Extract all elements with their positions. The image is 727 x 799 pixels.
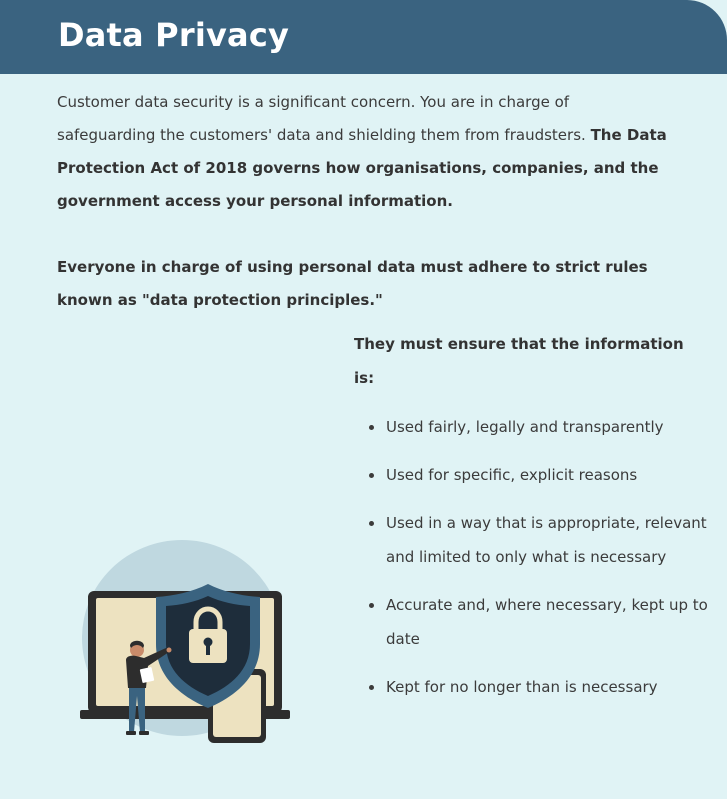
principles-list xyxy=(354,410,716,718)
page-header xyxy=(0,0,727,74)
page-title: Data Privacy xyxy=(58,16,290,54)
list-item: Used fairly, legally and transparently xyxy=(386,410,716,444)
ensure-heading: They must ensure that the information is: xyxy=(354,335,684,387)
security-illustration xyxy=(70,536,300,751)
intro-bold-text: The Data Protection Act of 2018 governs how organisations, companies, and the government access your personal information. xyxy=(57,126,667,210)
principles-paragraph: Everyone in charge of using personal data must adhere to strict rules known as "data protection principles." xyxy=(57,258,648,309)
intro-paragraph xyxy=(57,86,667,218)
list-item: Used for specific, explicit reasons xyxy=(386,458,716,492)
list-item: Accurate and, where necessary, kept up to date xyxy=(386,588,716,656)
list-item: Kept for no longer than is necessary xyxy=(386,670,716,704)
intro-text: Customer data security is a significant concern. You are in charge of safeguarding the customers' data and shielding them from fraudsters. xyxy=(57,93,591,144)
list-item: Used in a way that is appropriate, relevant and limited to only what is necessary xyxy=(386,506,716,574)
